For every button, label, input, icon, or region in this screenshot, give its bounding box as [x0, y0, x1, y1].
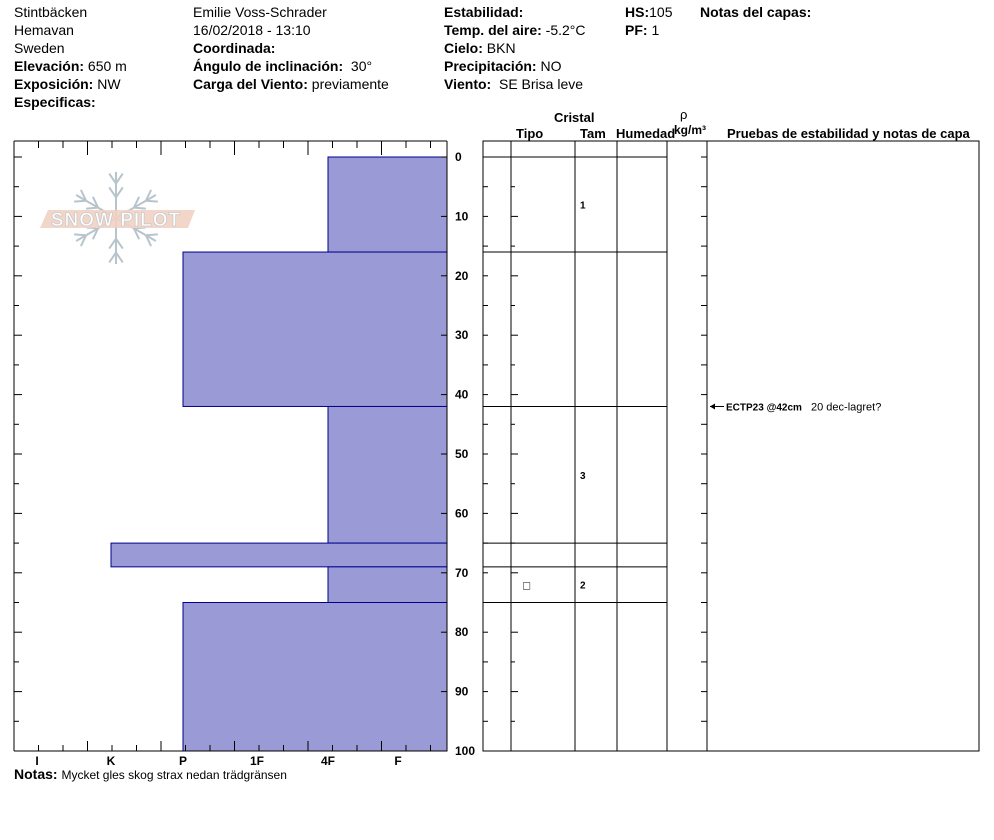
- snowflake-branch: [109, 239, 116, 249]
- hardness-layers: [111, 157, 447, 751]
- hardness-tick-label: 4F: [320, 754, 336, 768]
- precip-label: Precipitación:: [444, 58, 537, 74]
- snowflake-branch: [109, 253, 116, 263]
- logo-text: SNOW PILOT: [50, 210, 182, 231]
- depth-tick-label: 0: [455, 150, 462, 164]
- cristal-header: Cristal: [554, 110, 595, 125]
- snowflake-branch: [116, 239, 123, 249]
- country: Sweden: [14, 40, 65, 56]
- crystal-table: [483, 141, 979, 751]
- wind-load-value: previamente: [311, 76, 389, 92]
- stability-tests: [710, 401, 881, 413]
- snowflake-branch: [146, 201, 158, 202]
- crystal-size-label: 1: [580, 200, 586, 212]
- elevation-label: Elevación:: [14, 58, 85, 74]
- wind-label: Viento:: [444, 76, 492, 92]
- observer: Emilie Voss-Schrader: [193, 4, 327, 20]
- hardness-bar: [111, 543, 447, 567]
- depth-tick-label: 10: [455, 209, 469, 224]
- sky-value: BKN: [486, 40, 516, 56]
- notes-label: Notas:: [14, 766, 58, 782]
- tipo-header: Tipo: [516, 126, 544, 141]
- hardness-tick-label: 1F: [249, 754, 265, 768]
- snowflake-branch: [109, 174, 116, 184]
- aspect-label: Exposición:: [14, 76, 94, 92]
- coordinate-label: Coordinada:: [193, 40, 276, 56]
- air-temp-label: Temp. del aire:: [444, 22, 542, 38]
- test-note: 20 dec-lagret?: [811, 401, 882, 414]
- depth-tick-label: 100: [455, 744, 476, 758]
- pf-label: PF:: [625, 22, 648, 38]
- hardness-tick-label: F: [394, 754, 402, 768]
- snowflake-branch: [116, 174, 123, 184]
- hardness-tick-label: P: [178, 754, 188, 768]
- test-result: ECTP23 @42cm: [726, 402, 802, 414]
- specifics-label: Especificas:: [14, 94, 96, 110]
- sky-label: Cielo:: [444, 40, 483, 56]
- test-arrow-head: [710, 403, 715, 409]
- crystal-type-symbol: □: [523, 578, 531, 593]
- hardness-tick-label: I: [35, 754, 39, 768]
- snowflake-branch: [74, 201, 86, 202]
- wind-value: SE Brisa leve: [498, 76, 584, 92]
- hardness-bar: [183, 252, 447, 406]
- depth-tick-label: 20: [455, 268, 469, 283]
- hardness-tick-label: K: [106, 754, 116, 768]
- stability-label: Estabilidad:: [444, 4, 524, 20]
- snowflake-branch: [86, 208, 98, 209]
- notes: [14, 765, 287, 784]
- humedad-header: Humedad: [616, 126, 676, 141]
- depth-tick-label: 40: [455, 387, 469, 402]
- depth-tick-label: 90: [455, 684, 469, 699]
- depth-tick-label: 30: [455, 328, 469, 343]
- air-temp-value: -5.2°C: [545, 22, 586, 38]
- location: Stintbäcken: [14, 4, 88, 20]
- elevation-value: 650 m: [87, 58, 127, 74]
- snowflake-branch: [146, 234, 158, 235]
- depth-tick-label: 70: [455, 565, 469, 580]
- tam-header: Tam: [580, 126, 606, 141]
- aspect-value: NW: [97, 76, 121, 92]
- slope-label: Ángulo de inclinación:: [193, 58, 344, 74]
- snowflake-branch: [74, 234, 86, 235]
- region: Hemavan: [14, 22, 74, 38]
- slope-value: 30°: [350, 58, 373, 74]
- snowflake-branch: [109, 187, 116, 197]
- pf-value: 1: [651, 22, 660, 38]
- snowflake-branch: [134, 208, 146, 209]
- crystal-size-label: 3: [580, 470, 586, 482]
- density-unit-header: kg/m³: [674, 123, 707, 137]
- depth-tick-label: 60: [455, 506, 469, 521]
- snowflake-branch: [116, 253, 123, 263]
- precip-value: NO: [540, 58, 562, 74]
- hardness-bar: [328, 406, 447, 543]
- snowflake-branch: [116, 187, 123, 197]
- crystal-size-label: 2: [580, 580, 586, 592]
- density-rho-header: ρ: [680, 107, 688, 122]
- tests-notes-header: Pruebas de estabilidad y notas de capa: [727, 126, 970, 141]
- hardness-bar: [328, 157, 447, 252]
- hardness-bar: [183, 603, 447, 752]
- hs-value: 105: [649, 4, 673, 20]
- datetime: 16/02/2018 - 13:10: [193, 22, 311, 38]
- layer-notes-label: Notas del capas:: [700, 4, 812, 20]
- table-frame: [483, 141, 979, 751]
- wind-load-label: Carga del Viento:: [193, 76, 308, 92]
- depth-tick-label: 80: [455, 625, 469, 640]
- depth-tick-label: 50: [455, 447, 469, 461]
- hs-label: HS:: [625, 4, 650, 20]
- hardness-bar: [328, 567, 447, 603]
- notes-value: Mycket gles skog strax nedan trädgränsen: [61, 768, 287, 782]
- snowpilot-logo: [40, 172, 195, 264]
